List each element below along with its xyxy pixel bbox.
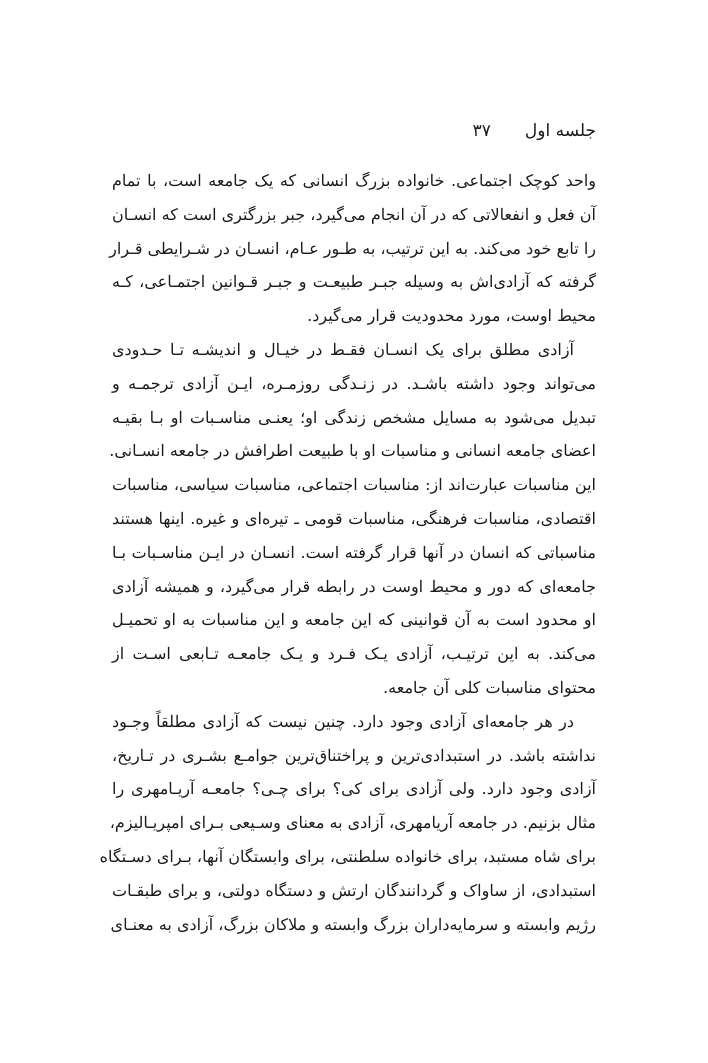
text-line: برای شاه مستبد، برای خانواده سلطنتی، برای وابستگان آنها، بـرای دسـتگاه — [99, 846, 596, 866]
text-line: مناسباتی که انسان در آنها قرار گرفته است. انسـان در ایـن مناسـبات بـا — [112, 542, 596, 562]
text-line: محتوای مناسبات کلی آن جامعه. — [383, 677, 596, 697]
text-line: استبدادی، از ساواک و گردانندگان ارتش و دستگاه دولتی، و برای طبقـات — [112, 880, 596, 900]
text-line: واحد کوچک اجتماعی. خانواده بزرگ انسانی که یک جامعه است، با تمام — [112, 171, 596, 190]
text-line: رژیم وابسته و سرمایه‌داران بزرگ وابسته و ملاکان بزرگ، آزادی به معنـای — [110, 914, 596, 934]
text-line: اعضای جامعه انسانی و مناسبات او با طبیعت اطرافش در جامعه انسـانی. — [109, 441, 596, 461]
text-line: آن فعل و انفعالاتی که در آن انجام می‌گیرد، جبر بزرگتری است که انسـان — [112, 204, 596, 224]
text-line: در هر جامعه‌ای آزادی وجود دارد. چنین نیست که آزادی مطلقاً وجـود — [112, 711, 574, 731]
text-line: را تابع خود می‌کند. به این ترتیب، به طـور عـام، انسـان در شـرایطی قـرار — [109, 238, 596, 258]
text-line: می‌کند. به این ترتیـب، آزادی یـک فـرد و یـک جامعـه تـابعی اسـت از — [112, 644, 596, 664]
body-text — [99, 164, 597, 941]
text-line: نداشته باشد. در استبدادی‌ترین و پراختناق‌ترین جوامـع بشـری در تـاریخ، — [112, 745, 597, 765]
text-line: آزادی مطلق برای یک انسـان فقـط در خیـال و اندیشـه تـا حـدودی — [112, 339, 574, 359]
text-line: این مناسبات عبارت‌اند از: مناسبات اجتماعی، مناسبات سیاسی، مناسبات — [112, 475, 596, 495]
paragraph-1 — [109, 164, 596, 333]
text-line: آزادی وجود دارد. ولی آزادی برای کی؟ برای چـی؟ جامعـه آریـامهری را — [112, 779, 596, 799]
text-line: او محدود است به آن قوانینی که این جامعه و این مناسبات به او تحمیـل — [112, 610, 596, 630]
text-line: تبدیل می‌شود به مسایل مشخص زندگی او؛ یعنـی مناسـبات او بـا بقیـه — [112, 407, 596, 427]
page-number: ۳۷ — [472, 121, 491, 141]
text-line: اقتصادی، مناسبات فرهنگی، مناسبات قومی ـ تیره‌ای و غیره. اینها هستند — [112, 508, 596, 528]
text-line: جامعه‌ای که دور و محیط اوست در رابطه قرار می‌گیرد، و همیشه آزادی — [112, 576, 596, 596]
text-line: محیط اوست، مورد محدودیت قرار می‌گیرد. — [307, 306, 596, 326]
paragraph-3 — [99, 705, 597, 942]
chapter-title: جلسه اول — [524, 121, 596, 141]
running-header — [473, 118, 596, 144]
text-line: مثال بزنیم. در جامعه آریامهری، آزادی به معنای وسـیعی بـرای امپریـالیزم، — [109, 813, 596, 833]
text-line: گرفته که آزادی‌اش به وسیله جبـر طبیعـت و جبـر قـوانین اجتمـاعی، کـه — [112, 272, 596, 292]
text-line: می‌تواند وجود داشته باشـد. در زنـدگی روزمـره، ایـن آزادی ترجمـه و — [112, 373, 596, 393]
paragraph-2 — [109, 333, 596, 705]
